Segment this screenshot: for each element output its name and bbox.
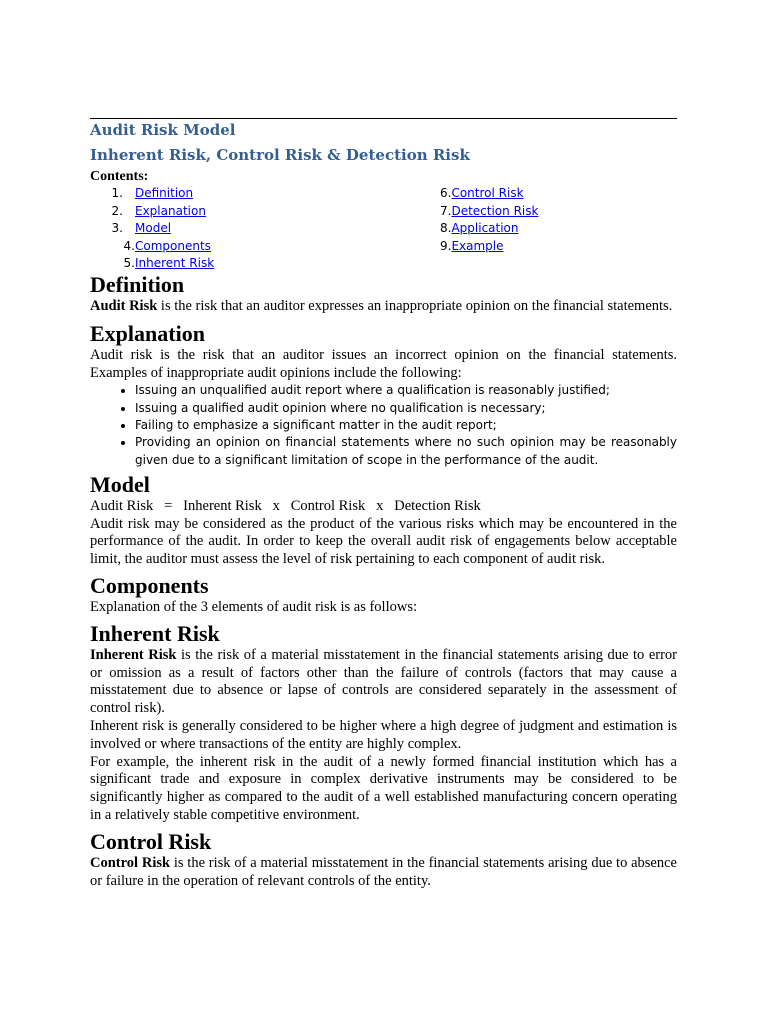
contents-label: Contents:: [90, 169, 149, 184]
list-item: • Providing an opinion on financial statements where no such opinion may be reasonably given due to a significant limitation of scope in the performance of the audit.: [135, 434, 677, 469]
heading-model: Model: [90, 471, 150, 497]
model-paragraph: Audit risk may be considered as the product of the various risks which may be encountered in the performance of the audit. In order to keep the overall audit risk of engagements below acceptable limit, the auditor must assess the level of risk pertaining to each component of audit risk.: [90, 515, 677, 568]
heading-inherent-risk: Inherent Risk: [90, 620, 220, 646]
toc-item: 2. Explanation: [110, 203, 214, 221]
toc-right-column: [440, 185, 538, 255]
toc-link-detection-risk[interactable]: Detection Risk: [451, 203, 539, 218]
doc-title: Audit Risk Model: [90, 121, 236, 139]
toc-link-definition[interactable]: Definition: [135, 186, 194, 200]
explanation-paragraph: Audit risk is the risk that an auditor issues an incorrect opinion on the financial statements. Examples of inappropriate audit opinions include the following:: [90, 346, 677, 381]
toc-link-explanation[interactable]: Explanation: [135, 203, 206, 218]
toc-item: 9. Example: [440, 238, 538, 256]
doc-subtitle: Inherent Risk, Control Risk & Detection Risk: [90, 146, 470, 164]
inherent-paragraph-1: Inherent Risk is the risk of a material misstatement in the financial statements arising due to error or omission as a result of factors other than the failure of controls (factors that may cause a misstatement due to absence or lapse of controls are considered separately in the assessment of control risk).: [90, 646, 678, 717]
heading-components: Components: [90, 573, 209, 599]
inherent-paragraph-3: For example, the inherent risk in the audit of a newly formed financial institution which has a significant trade and exposure in complex derivative instruments may be considered to be significantly higher as compared to the audit of a well established manufacturing concern operating in a relatively stable competitive environment.: [90, 753, 677, 824]
definition-paragraph: Audit Risk is the risk that an auditor expresses an inappropriate opinion on the financial statements.: [90, 298, 673, 314]
toc-link-application[interactable]: Application: [451, 221, 519, 235]
toc-link-inherent-risk[interactable]: Inherent Risk: [135, 256, 215, 270]
toc-item: 4. Components: [110, 238, 214, 256]
list-item: • Issuing an unqualified audit report where a qualification is reasonably justified;: [135, 382, 677, 399]
inherent-paragraph-2: Inherent risk is generally considered to be higher where a high degree of judgment and estimation is involved or where transactions of the entity are highly complex.: [90, 718, 677, 752]
toc-item: 1. Definition: [110, 185, 214, 203]
header-rule: [90, 118, 677, 119]
toc-item: 8. Application: [440, 220, 538, 238]
toc-item: 3. Model: [110, 220, 214, 238]
toc-item: 5. Inherent Risk: [110, 255, 214, 273]
heading-control-risk: Control Risk: [90, 828, 212, 854]
audit-risk-formula: Audit Risk = Inherent Risk x Control Risk x Detection Risk: [90, 497, 481, 514]
toc-link-model[interactable]: Model: [135, 221, 172, 235]
list-item: • Issuing a qualified audit opinion where no qualification is necessary;: [135, 400, 677, 417]
toc-item: 6. Control Risk: [440, 185, 538, 203]
heading-definition: Definition: [90, 272, 185, 297]
toc-left-column: [110, 185, 214, 273]
toc-link-control-risk[interactable]: Control Risk: [451, 186, 524, 200]
heading-explanation: Explanation: [90, 320, 205, 346]
bullet-list: [90, 382, 677, 468]
control-paragraph: Control Risk is the risk of a material misstatement in the financial statements arising due to absence or failure in the operation of relevant controls of the entity.: [90, 854, 677, 889]
toc-link-example[interactable]: Example: [451, 238, 504, 253]
list-item: • Failing to emphasize a significant matter in the audit report;: [135, 417, 677, 434]
toc-link-components[interactable]: Components: [135, 238, 211, 253]
document-body: [90, 272, 677, 890]
components-paragraph: Explanation of the 3 elements of audit risk is as follows:: [90, 599, 417, 616]
toc-item: 7. Detection Risk: [440, 203, 538, 221]
